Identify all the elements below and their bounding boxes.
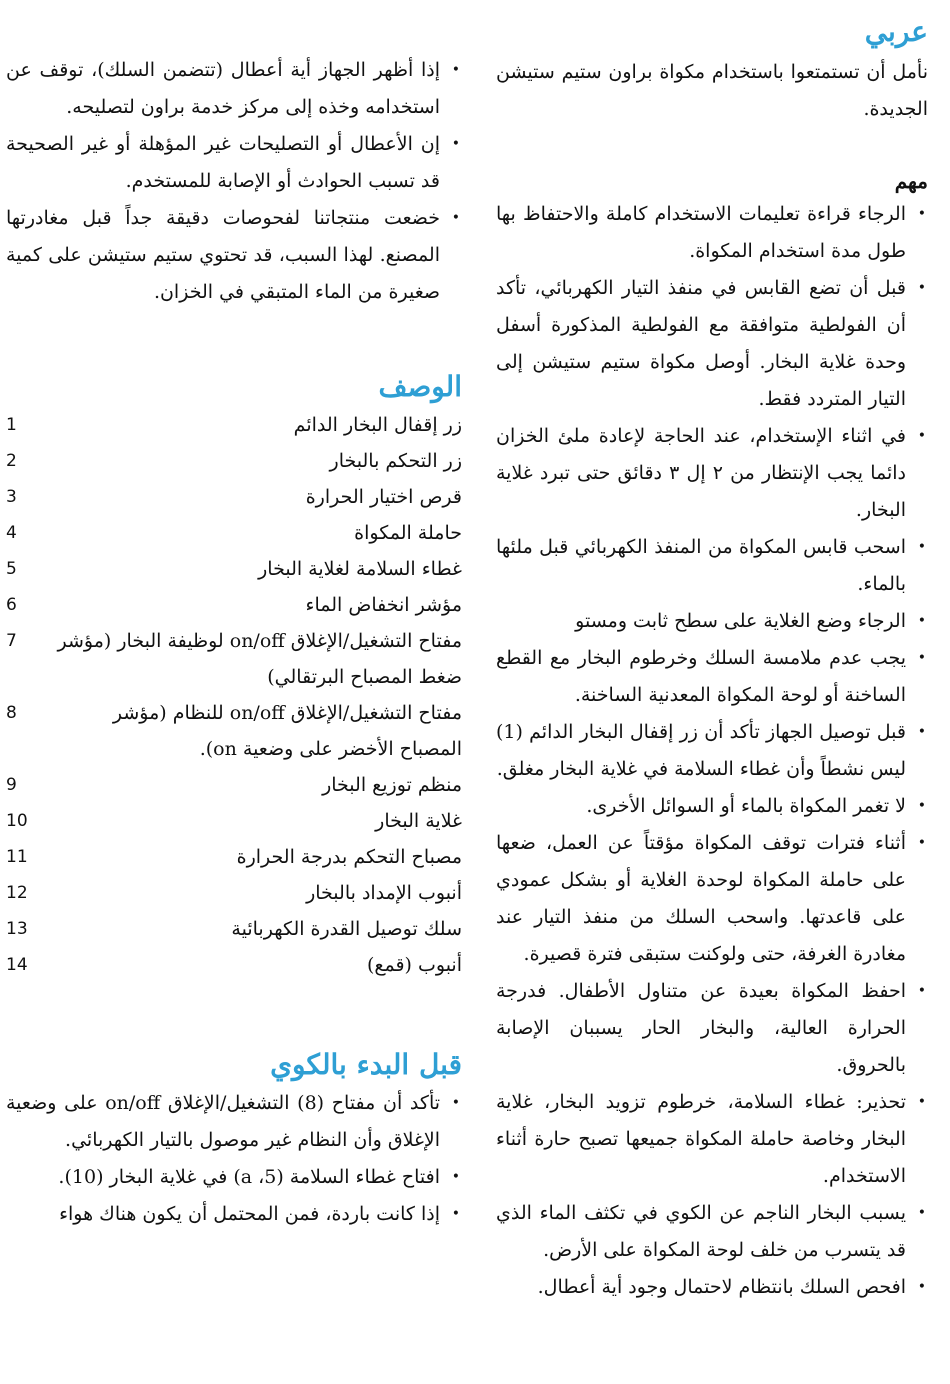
part-number: 6 <box>6 595 17 615</box>
bullet-icon: • <box>917 835 926 851</box>
list-item <box>496 196 928 270</box>
part-label: منظم توزيع البخار <box>322 774 462 796</box>
bullet-icon: • <box>451 1169 460 1185</box>
list-item <box>496 640 928 714</box>
part-number: 13 <box>6 919 28 939</box>
part-label: غلاية البخار <box>375 810 462 832</box>
part-number: 14 <box>6 955 28 975</box>
bullet-icon: • <box>917 798 926 814</box>
part-item <box>6 803 462 839</box>
list-item-text: يجب عدم ملامسة السلك وخرطوم البخار مع القطع الساخنة أو لوحة المكواة المعدنية الساخنة. <box>496 647 906 706</box>
bullet-icon: • <box>917 650 926 666</box>
part-label: زر إقفال البخار الدائم <box>293 414 462 436</box>
bullet-icon: • <box>451 210 460 226</box>
part-number: 5 <box>6 559 17 579</box>
list-item-text: لا تغمر المكواة بالماء أو السوائل الأخرى. <box>586 795 906 817</box>
list-item <box>496 529 928 603</box>
important-heading: مهم <box>894 169 928 193</box>
bullet-icon: • <box>917 983 926 999</box>
language-heading: عربي <box>864 15 928 48</box>
part-item <box>6 587 462 623</box>
part-number: 2 <box>6 451 17 471</box>
part-item <box>6 767 462 803</box>
list-item <box>496 270 928 418</box>
part-label: مفتاح التشغيل/الإغلاق on/off للنظام (مؤشر المصباح الأخضر على وضعية on). <box>112 702 462 760</box>
part-label: مصباح التحكم بدرجة الحرارة <box>236 846 462 868</box>
bullet-icon: • <box>451 136 460 152</box>
list-item-text: قبل أن تضع القابس في منفذ التيار الكهربائي، تأكد أن الفولطية متوافقة مع الفولطية المذكورة أسفل وحدة غلاية البخار. أوصل مكواة ستيم ستيشن إلى التيار المتردد فقط. <box>496 277 906 410</box>
part-number: 9 <box>6 775 17 795</box>
part-item <box>6 443 462 479</box>
parts-list <box>6 407 462 983</box>
list-item-text: تأكد أن مفتاح (8) التشغيل/الإغلاق on/off على وضعية الإغلاق وأن النظام غير موصول بالتيار الكهربائي. <box>6 1092 441 1151</box>
part-label: مفتاح التشغيل/الإغلاق on/off لوظيفة البخار (مؤشر ضغط المصباح البرتقالي) <box>57 630 462 688</box>
list-item <box>6 126 462 200</box>
list-item <box>496 1195 928 1269</box>
important-list <box>496 196 928 1306</box>
part-label: أنبوب الإمداد بالبخار <box>306 882 462 904</box>
bullet-icon: • <box>451 1206 460 1222</box>
bullet-icon: • <box>917 1094 926 1110</box>
list-item <box>496 714 928 788</box>
part-number: 4 <box>6 523 17 543</box>
list-item-text: الرجاء قراءة تعليمات الاستخدام كاملة والاحتفاظ بها طول مدة استخدام المكواة. <box>496 203 906 262</box>
list-item-text: في اثناء الإستخدام، عند الحاجة لإعادة ملئ الخزان دائما يجب الإنتظار من ٢ إل ٣ دقائق حتى تبرد غلاية البخار. <box>496 425 907 521</box>
part-number: 10 <box>6 811 28 831</box>
part-label: حاملة المكواة <box>354 522 462 544</box>
description-heading: الوصف <box>378 370 462 403</box>
part-label: سلك توصيل القدرة الكهربائية <box>231 918 462 940</box>
bullet-icon: • <box>451 1095 460 1111</box>
list-item-text: أثناء فترات توقف المكواة مؤقتاً عن العمل، ضعها على حاملة المكواة لوحدة الغلاية أو بشكل عمودي على قاعدتها. واسحب السلك من منفذ التيار عند مغادرة الغرفة، حتى ولوكنت ستبقى فترة قصيرة. <box>496 832 906 965</box>
part-number: 7 <box>6 631 17 651</box>
list-item-text: خضعت منتجاتنا لفحوصات دقيقة جداً قبل مغادرتها المصنع. لهذا السبب، قد تحتوي ستيم ستيشن على كمية صغيرة من الماء المتبقي في الخزان. <box>6 207 440 303</box>
part-item <box>6 515 462 551</box>
list-item <box>496 1084 928 1195</box>
part-item <box>6 875 462 911</box>
list-item <box>6 200 462 311</box>
list-item <box>496 973 928 1084</box>
part-number: 8 <box>6 703 17 723</box>
list-item-text: يسبب البخار الناجم عن الكوي في تكثف الماء الذي قد يتسرب من خلف لوحة المكواة على الأرض. <box>496 1202 906 1261</box>
part-label: أنبوب (قمع) <box>366 954 462 976</box>
bullet-icon: • <box>917 280 926 296</box>
bullet-icon: • <box>917 539 926 555</box>
part-item <box>6 947 462 983</box>
list-item <box>496 603 928 640</box>
bullet-icon: • <box>917 1279 926 1295</box>
part-item <box>6 911 462 947</box>
list-item <box>6 1085 462 1159</box>
list-item-text: افحص السلك بانتظام لاحتمال وجود أية أعطال. <box>537 1276 906 1298</box>
list-item <box>496 825 928 973</box>
right-column <box>496 12 928 1306</box>
part-number: 3 <box>6 487 17 507</box>
list-item-text: الرجاء وضع الغلاية على سطح ثابت ومستو <box>575 610 906 632</box>
part-item <box>6 623 462 695</box>
list-item-text: إن الأعطال أو التصليحات غير المؤهلة أو غير الصحيحة قد تسبب الحوادث أو الإصابة للمستخدم. <box>6 133 440 192</box>
list-item <box>496 418 928 529</box>
list-item-text: تحذير: غطاء السلامة، خرطوم تزويد البخار، غلاية البخار وخاصة حاملة المكواة جميعها تصبح حارة أثناء الاستخدام. <box>496 1091 906 1187</box>
list-item <box>496 1269 928 1306</box>
part-item <box>6 479 462 515</box>
list-item <box>496 788 928 825</box>
list-item <box>6 1196 462 1233</box>
continued-list <box>6 52 462 311</box>
part-label: زر التحكم بالبخار <box>329 450 462 472</box>
bullet-icon: • <box>917 1205 926 1221</box>
part-item <box>6 839 462 875</box>
part-label: مؤشر انخفاض الماء <box>305 594 462 616</box>
bullet-icon: • <box>917 206 926 222</box>
list-item-text: اسحب قابس المكواة من المنفذ الكهربائي قبل ملئها بالماء. <box>496 536 906 595</box>
list-item-text: قبل توصيل الجهاز تأكد أن زر إقفال البخار الدائم (1) ليس نشطاً وأن غطاء السلامة في غلاية البخار مغلق. <box>496 721 906 780</box>
list-item-text: إذا أظهر الجهاز أية أعطال (تتضمن السلك)، توقف عن استخدامه وخذه إلى مركز خدمة براون لتصليحه. <box>6 59 440 118</box>
list-item-text: إذا كانت باردة، فمن المحتمل أن يكون هناك هواء <box>59 1203 440 1225</box>
part-number: 1 <box>6 415 17 435</box>
left-column <box>6 52 462 1233</box>
bullet-icon: • <box>917 613 926 629</box>
part-label: قرص اختيار الحرارة <box>305 486 462 508</box>
before-ironing-list <box>6 1085 462 1233</box>
part-item <box>6 695 462 767</box>
bullet-icon: • <box>451 62 460 78</box>
part-number: 11 <box>6 847 28 867</box>
list-item <box>6 1159 462 1196</box>
list-item-text: احفظ المكواة بعيدة عن متناول الأطفال. فدرجة الحرارة العالية، والبخار الحار يسببان الإصابة بالحروق. <box>496 980 906 1076</box>
intro-paragraph: نأمل أن تستمتعوا باستخدام مكواة براون ستيم ستيشن الجديدة. <box>496 61 928 120</box>
part-item <box>6 551 462 587</box>
list-item-text: افتاح غطاء السلامة (5، a) في غلاية البخار (10). <box>58 1166 440 1188</box>
list-item <box>6 52 462 126</box>
part-label: غطاء السلامة لغلاية البخار <box>258 558 462 580</box>
bullet-icon: • <box>917 724 926 740</box>
bullet-icon: • <box>917 428 926 444</box>
part-item <box>6 407 462 443</box>
part-number: 12 <box>6 883 28 903</box>
before-ironing-heading: قبل البدء بالكوي <box>270 1048 462 1081</box>
